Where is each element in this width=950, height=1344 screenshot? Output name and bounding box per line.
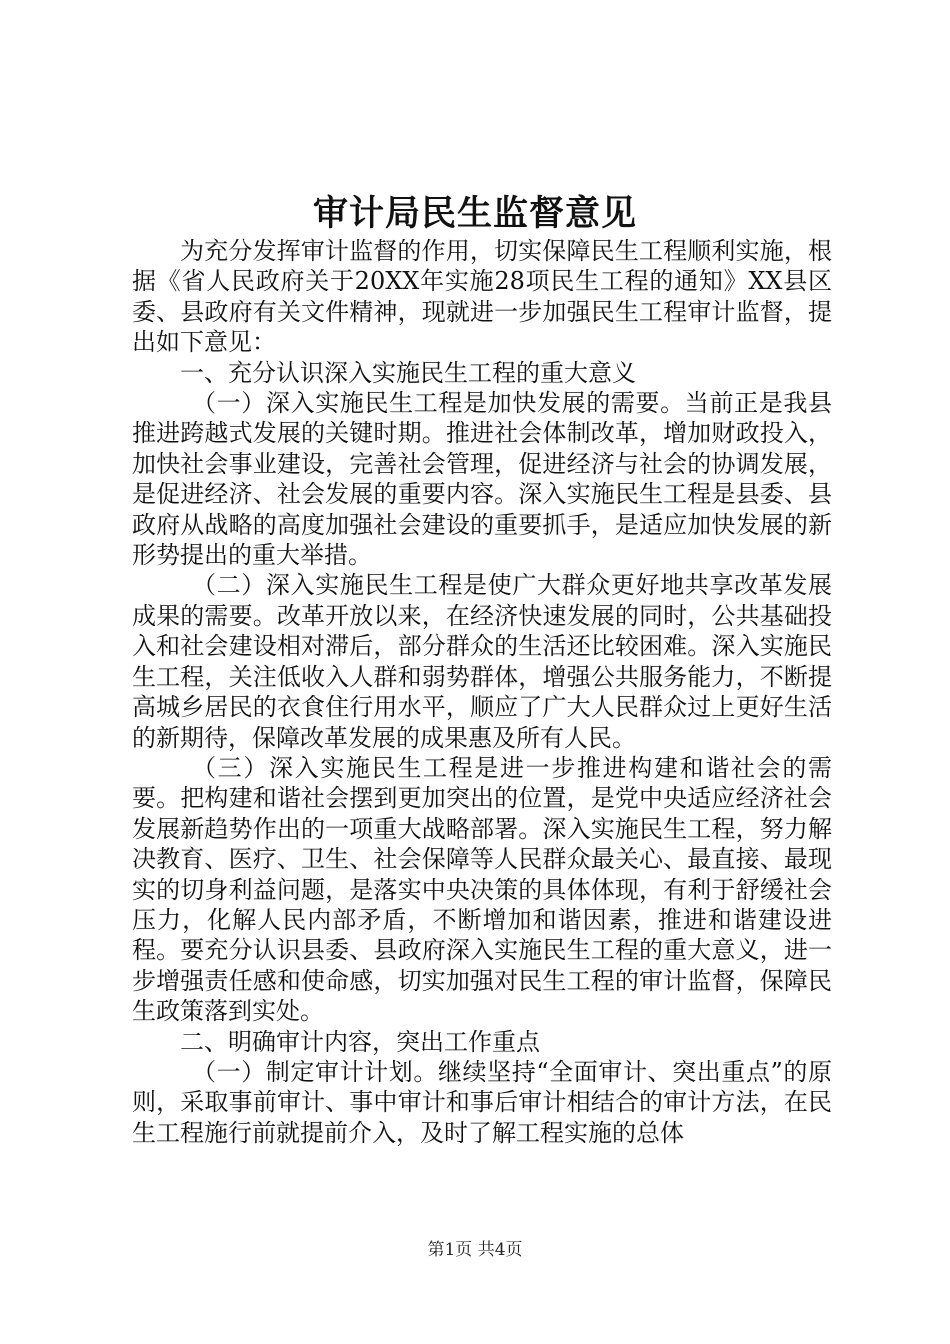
document-title: 审计局民生监督意见 xyxy=(312,193,637,234)
paragraph-2-1: （一）制定审计计划。继续坚持“全面审计、突出重点”的原则，采取事前审计、事中审计和事后审计相结合的审计方法，在民生工程施行前就提前介入，及时了解工程实施的总体 xyxy=(132,1057,832,1147)
intro-paragraph: 为充分发挥审计监督的作用，切实保障民生工程顺利实施，根据《省人民政府关于20XX年实施28项民生工程的通知》XX县区委、县政府有关文件精神，现就进一步加强民生工程审计监督，提出如下意见： xyxy=(132,237,832,357)
section-heading-2: 二、明确审计内容，突出工作重点 xyxy=(180,1027,540,1056)
document-body xyxy=(132,236,832,1148)
paragraph-1-3: （三）深入实施民生工程是进一步推进构建和谐社会的需要。把构建和谐社会摆到更加突出的位置，是党中央适应经济社会发展新趋势作出的一项重大战略部署。深入实施民生工程，努力解决教育、医疗、卫生、社会保障等人民群众最关心、最直接、最现实的切身利益问题，是落实中央决策的具体体现，有利于舒缓社会压力，化解人民内部矛盾，不断增加和谐因素，推进和谐建设进程。要充分认识县委、县政府深入实施民生工程的重大意义，进一步增强责任感和使命感，切实加强对民生工程的审计监督，保障民生政策落到实处。 xyxy=(132,753,832,1026)
paragraph-1-2: （二）深入实施民生工程是使广大群众更好地共享改革发展成果的需要。改革开放以来，在经济快速发展的同时，公共基础投入和社会建设相对滞后，部分群众的生活还比较困难。深入实施民生工程，关注低收入人群和弱势群体，增强公共服务能力，不断提高城乡居民的衣食住行用水平，顺应了广大人民群众过上更好生活的新期待，保障改革发展的成果惠及所有人民。 xyxy=(132,571,832,752)
section-heading-1: 一、充分认识深入实施民生工程的重大意义 xyxy=(180,358,636,387)
paragraph-1-1: （一）深入实施民生工程是加快发展的需要。当前正是我县推进跨越式发展的关键时期。推进社会体制改革，增加财政投入，加快社会事业建设，完善社会管理，促进经济与社会的协调发展，是促进经济、社会发展的重要内容。深入实施民生工程是县委、县政府从战略的高度加强社会建设的重要抓手，是适应加快发展的新形势提出的重大举措。 xyxy=(132,389,832,570)
page-footer: 第1页 共4页 xyxy=(427,1240,523,1260)
